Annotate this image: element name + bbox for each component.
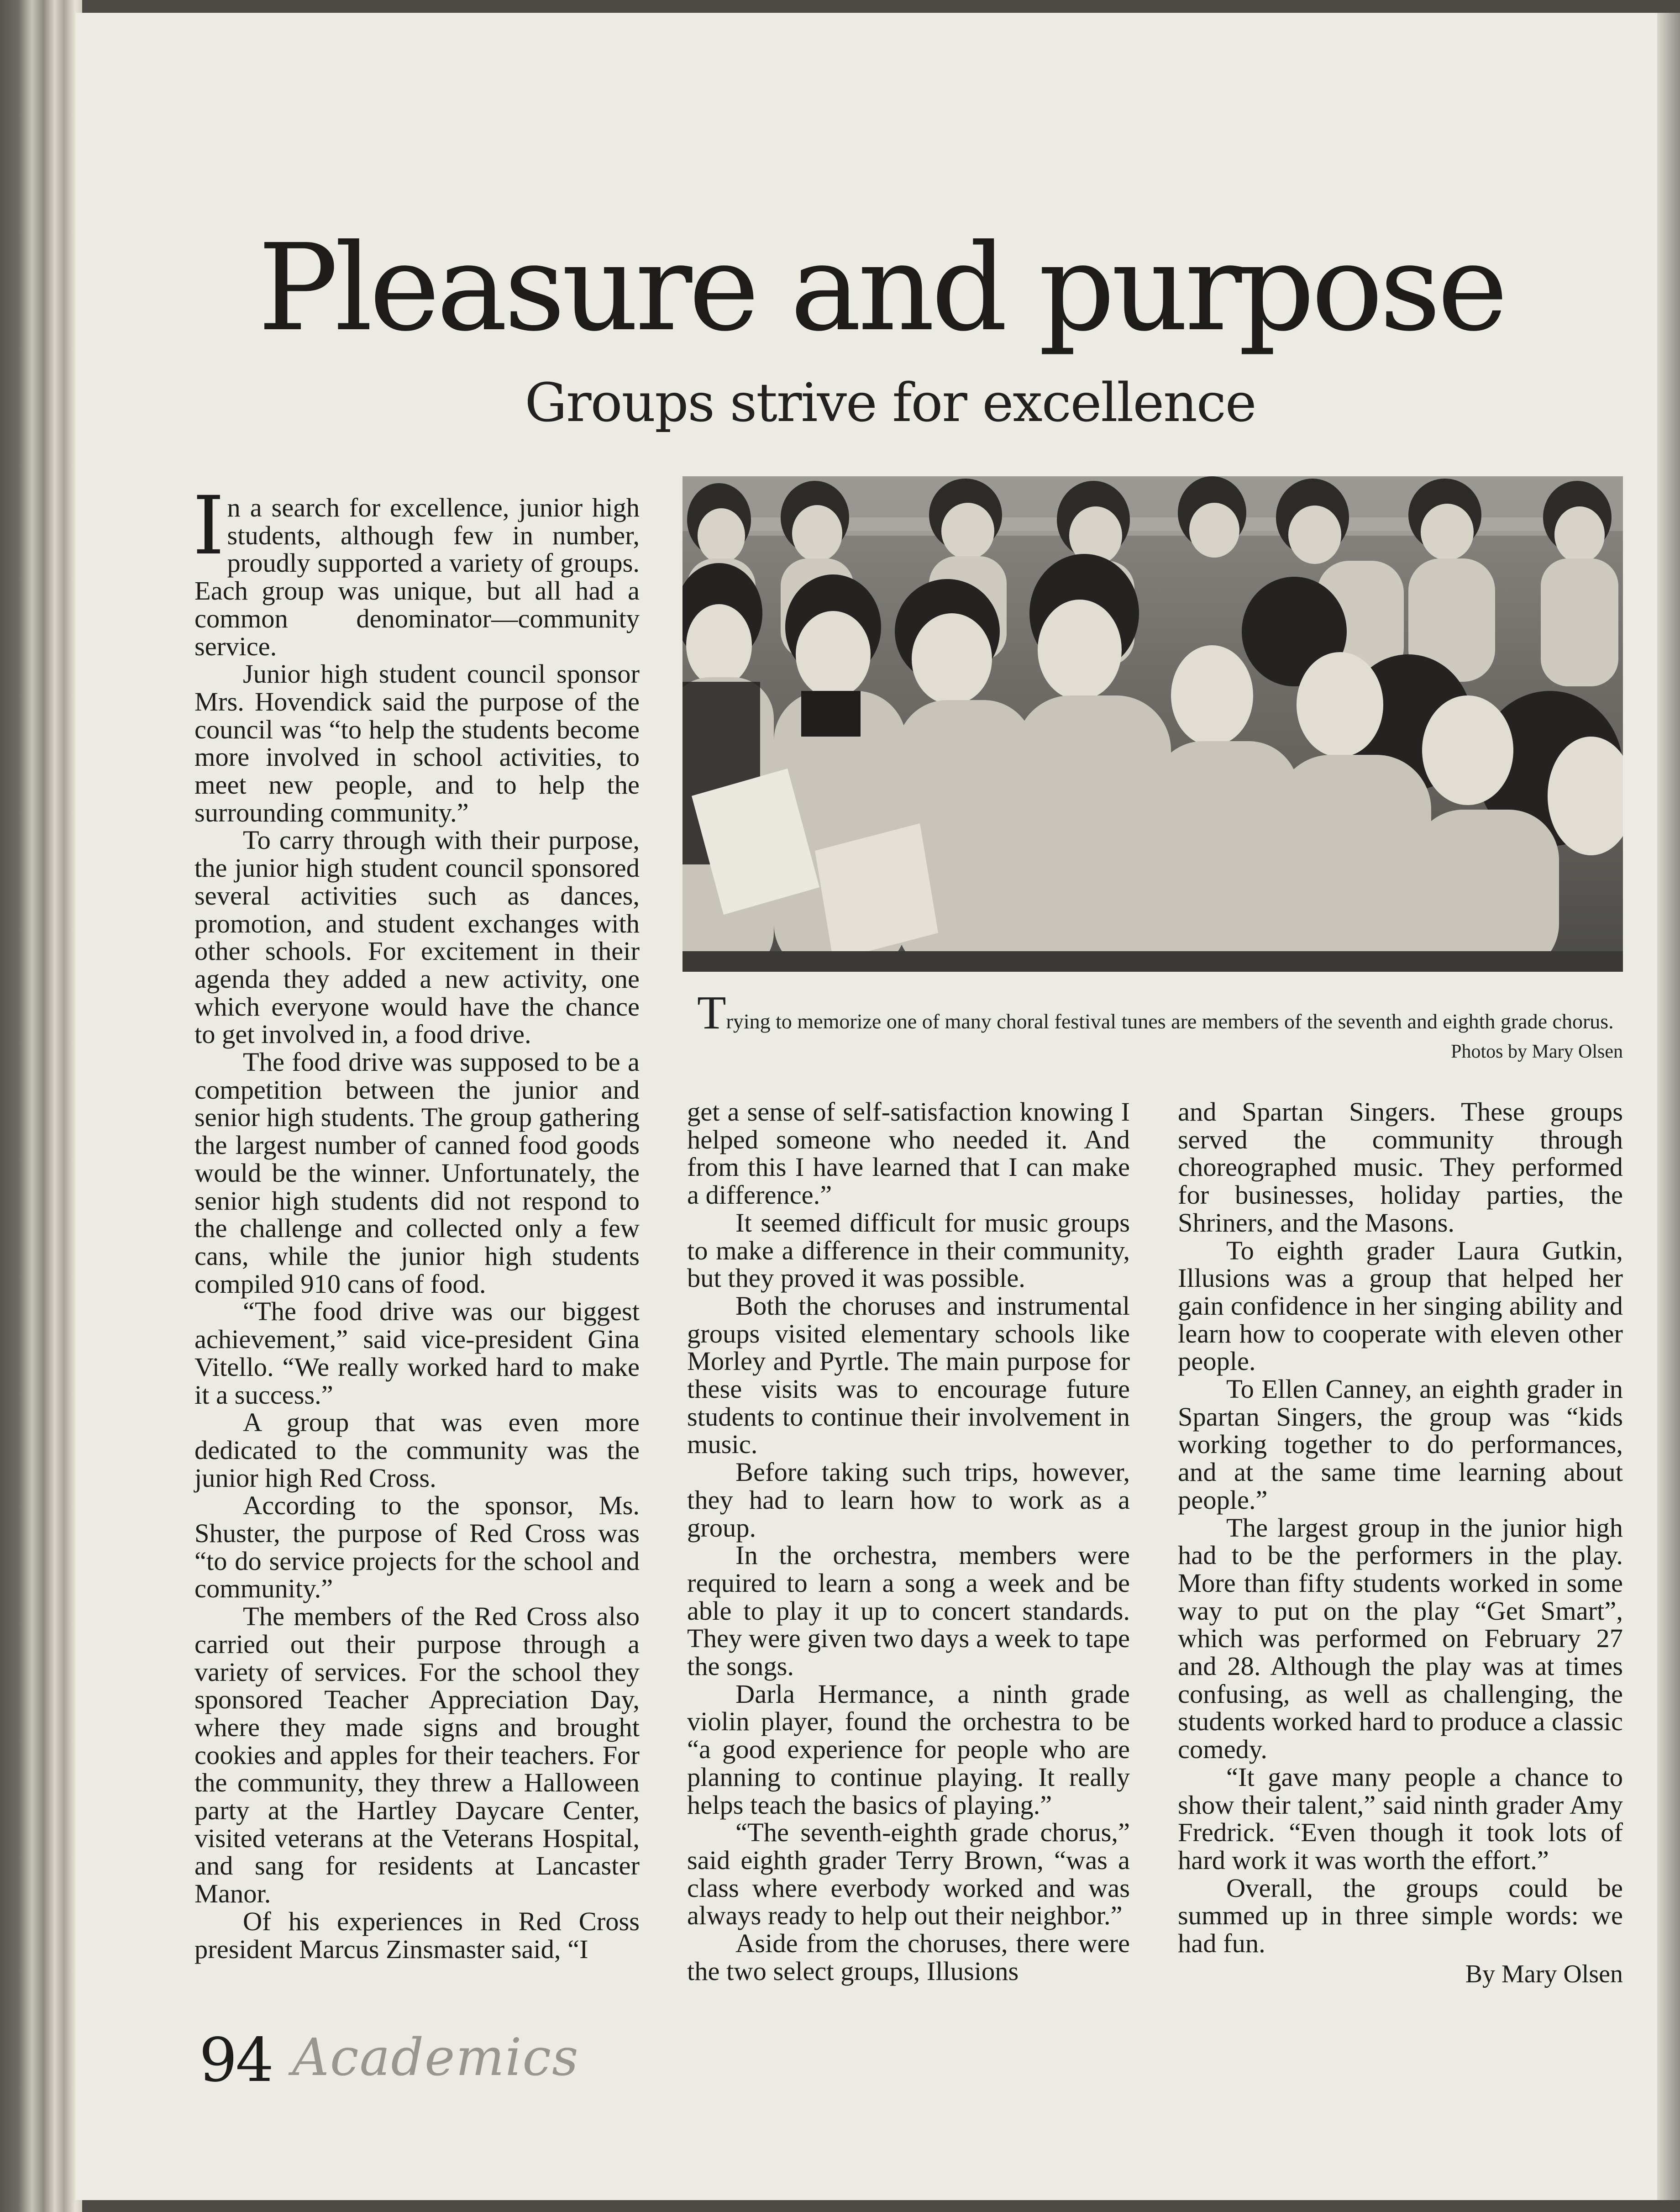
paragraph: Overall, the groups could be summed up in three simple words: we had fun. [1178, 1873, 1623, 1959]
paragraph: To Ellen Canney, an eighth grader in Spartan Singers, the group was “kids working together to do performances, and at the same time learning about people.” [1178, 1374, 1623, 1515]
paragraph: Before taking such trips, however, they had to learn how to work as a group. [687, 1457, 1130, 1543]
drop-cap: I [193, 479, 225, 573]
page-number: 94 [199, 2025, 272, 2096]
paragraph: The members of the Red Cross also carried out their purpose through a variety of services. For the school they sponsored Teacher Appreciation Day, where they made signs and brought cookies and apples for their teachers. For the community, they threw a Halloween party at the Hartley Daycare Center, visited veterans at the Veterans Hospital, and sang for residents at Lancaster Manor. [194, 1601, 640, 1909]
paragraph: It seemed difficult for music groups to make a difference in their community, but they proved it was possible. [687, 1207, 1130, 1293]
paragraph-text: n a search for excellence, junior high students, although few in number, proudly supported a variety of groups. Each group was unique, but all had a common denominator—community service. [194, 493, 640, 661]
paragraph: Junior high student council sponsor Mrs. Hovendick said the purpose of the council was “to help the students become more involved in school activities, to meet new people, and to help the surrounding community.” [194, 659, 640, 827]
paragraph: According to the sponsor, Ms. Shuster, the purpose of Red Cross was “to do service projects for the school and community.” [194, 1490, 640, 1604]
chorus-photo [682, 476, 1623, 972]
paragraph: Both the choruses and instrumental groups visited elementary schools like Morley and Pyrtle. The main purpose for these visits was to encourage future students to continue their involvement in music. [687, 1290, 1130, 1459]
paragraph: The largest group in the junior high had to be the performers in the play. More than fifty students worked in some way to put on the play “Get Smart”, which was performed on February 27 and 28. Although the play was at times confusing, as well as challenging, the students worked hard to produce a classic comedy. [1178, 1512, 1623, 1764]
paragraph: “The food drive was our biggest achievement,” said vice-president Gina Vitello. “We really worked hard to make it a success.” [194, 1296, 640, 1410]
paragraph: “The seventh-eighth grade chorus,” said eighth grader Terry Brown, “was a class where everbody worked and was always ready to help out their neighbor.” [687, 1817, 1130, 1931]
page-edge-shadow [1657, 13, 1680, 2200]
paragraph: “It gave many people a chance to show their talent,” said ninth grader Amy Fredrick. “Even though it took lots of hard work it was worth the effort.” [1178, 1762, 1623, 1875]
paragraph: get a sense of self-satisfaction knowing I helped someone who needed it. And from this I have learned that I can make a difference.” [687, 1097, 1130, 1210]
paragraph: Of his experiences in Red Cross president Marcus Zinsmaster said, “I [194, 1906, 640, 1964]
byline: By Mary Olsen [1465, 1960, 1623, 1988]
paragraph: The food drive was supposed to be a competition between the junior and senior high students. The group gathering the largest number of canned food goods would be the winner. Unfortunately, the senior high students did not respond to the challenge and collected only a few cans, while the junior high students compiled 910 cans of food. [194, 1047, 640, 1299]
page-subtitle: Groups strive for excellence [525, 372, 1256, 434]
article-column-2 [687, 1098, 1130, 1986]
photo-caption [697, 986, 1624, 1039]
photo-credit: Photos by Mary Olsen [1451, 1041, 1623, 1062]
paragraph [193, 479, 640, 661]
paragraph: In the orchestra, members were required to learn a song a week and be able to play it up to concert standards. They were given two days a week to tape the songs. [687, 1540, 1130, 1681]
paragraph: To eighth grader Laura Gutkin, Illusions was a group that helped her gain confidence in her singing ability and learn how to cooperate with eleven other people. [1178, 1235, 1623, 1376]
paragraph: and Spartan Singers. These groups served the community through choreographed music. They performed for businesses, holiday parties, the Shriners, and the Masons. [1178, 1097, 1623, 1238]
article-column-3 [1178, 1098, 1623, 1958]
paragraph: A group that was even more dedicated to the community was the junior high Red Cross. [194, 1407, 640, 1493]
chorus-photo-illustration [682, 476, 1623, 972]
section-label: Academics [292, 2028, 579, 2087]
paragraph: Darla Hermance, a ninth grade violin player, found the orchestra to be “a good experience for people who are planning to continue playing. It really helps teach the basics of playing.” [687, 1679, 1130, 1820]
caption-initial: T [697, 986, 726, 1039]
article-column-1 [193, 479, 640, 1964]
caption-text: rying to memorize one of many choral festival tunes are members of the seventh and eighth grade chorus. [726, 1010, 1614, 1033]
page-title: Pleasure and purpose [257, 218, 1505, 358]
paragraph: To carry through with their purpose, the junior high student council sponsored several activities such as dances, promotion, and student exchanges with other schools. For excitement in their agenda they added a new activity, one which everyone would have the chance to get involved in, a food drive. [194, 825, 640, 1049]
paragraph: Aside from the choruses, there were the two select groups, Illusions [687, 1928, 1130, 1986]
book-binding [0, 0, 82, 2212]
